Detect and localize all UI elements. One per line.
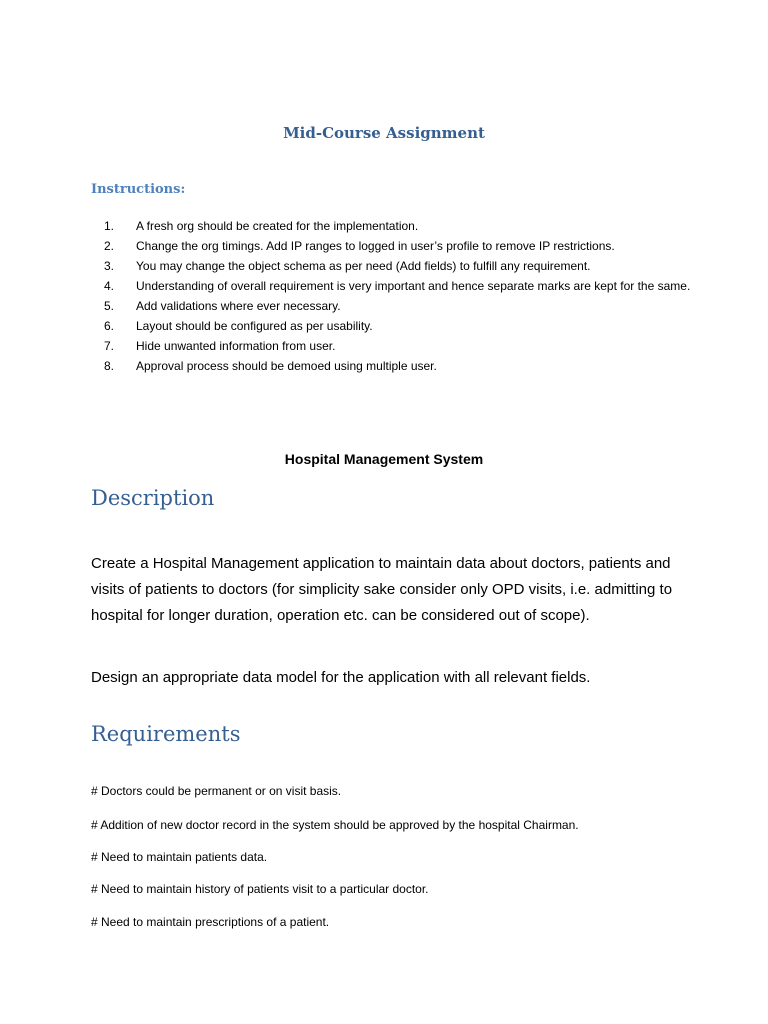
description-heading: Description xyxy=(91,486,215,510)
instruction-item xyxy=(91,236,711,256)
instruction-number: 8. xyxy=(104,359,115,373)
document-title: Mid-Course Assignment xyxy=(283,124,485,142)
instruction-item xyxy=(91,356,711,376)
instruction-item xyxy=(91,216,711,236)
requirements-heading: Requirements xyxy=(91,722,241,746)
description-paragraph: Create a Hospital Management application to maintain data about doctors, patients and visits of patients to doctors (for simplicity sake consider only OPD visits, i.e. admitting to hospital for longer duration, operation etc. can be considered out of scope). xyxy=(91,555,673,624)
instruction-item xyxy=(91,276,711,296)
instruction-number: 6. xyxy=(104,319,115,333)
instruction-item xyxy=(91,296,711,316)
description-paragraph: Design an appropriate data model for the application with all relevant fields. xyxy=(91,669,591,686)
instruction-number: 5. xyxy=(104,299,115,313)
requirement-item: # Need to maintain history of patients visit to a particular doctor. xyxy=(91,882,429,896)
instructions-heading: Instructions: xyxy=(91,182,186,197)
instruction-number: 3. xyxy=(104,259,115,273)
requirement-item: # Need to maintain patients data. xyxy=(91,850,268,864)
requirement-item: # Doctors could be permanent or on visit basis. xyxy=(91,784,342,798)
requirement-item: # Addition of new doctor record in the system should be approved by the hospital Chairman. xyxy=(91,818,579,832)
instructions-list xyxy=(91,216,711,376)
instruction-item xyxy=(91,316,711,336)
instruction-text: Approval process should be demoed using multiple user. xyxy=(136,359,437,373)
requirement-item: # Need to maintain prescriptions of a patient. xyxy=(91,915,330,929)
instruction-item xyxy=(91,256,711,276)
instruction-text: A fresh org should be created for the implementation. xyxy=(136,219,419,233)
instruction-number: 2. xyxy=(104,239,115,253)
instruction-number: 4. xyxy=(104,279,115,293)
instruction-text: Understanding of overall requirement is very important and hence separate marks are kept for the same. xyxy=(136,279,691,293)
instruction-text: Hide unwanted information from user. xyxy=(136,339,336,353)
instruction-number: 1. xyxy=(104,219,115,233)
instruction-item xyxy=(91,336,711,356)
instruction-text: You may change the object schema as per need (Add fields) to fulfill any requirement. xyxy=(136,259,591,273)
instruction-number: 7. xyxy=(104,339,115,353)
system-title: Hospital Management System xyxy=(284,451,484,467)
instruction-text: Add validations where ever necessary. xyxy=(136,299,341,313)
instruction-text: Change the org timings. Add IP ranges to logged in user’s profile to remove IP restrictions. xyxy=(136,239,615,253)
instruction-text: Layout should be configured as per usability. xyxy=(136,319,373,333)
